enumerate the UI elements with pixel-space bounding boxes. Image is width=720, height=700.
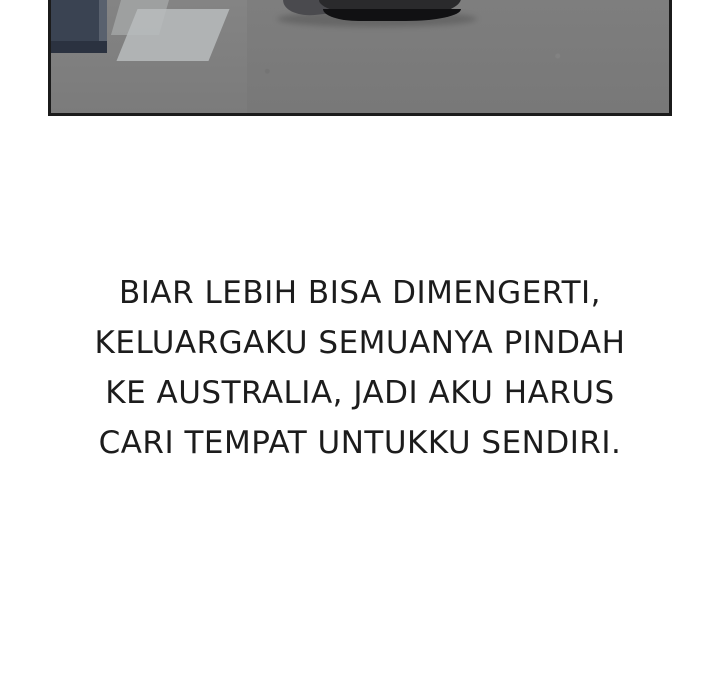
wall-edge [99, 0, 107, 45]
dialogue-line-3: KE AUSTRALIA, JADI AKU HARUS [105, 375, 615, 411]
dialogue-line-2: KELUARGAKU SEMUANYA PINDAH [94, 325, 626, 361]
shoe-sole [323, 9, 461, 21]
shoe-illustration [283, 0, 461, 25]
baseboard [51, 41, 107, 53]
comic-panel [48, 0, 672, 116]
dialogue-line-4: CARI TEMPAT UNTUKKU SENDIRI. [98, 425, 622, 461]
dialogue-text-block [0, 268, 720, 468]
dialogue-line-1: BIAR LEBIH BISA DIMENGERTI, [118, 275, 602, 311]
